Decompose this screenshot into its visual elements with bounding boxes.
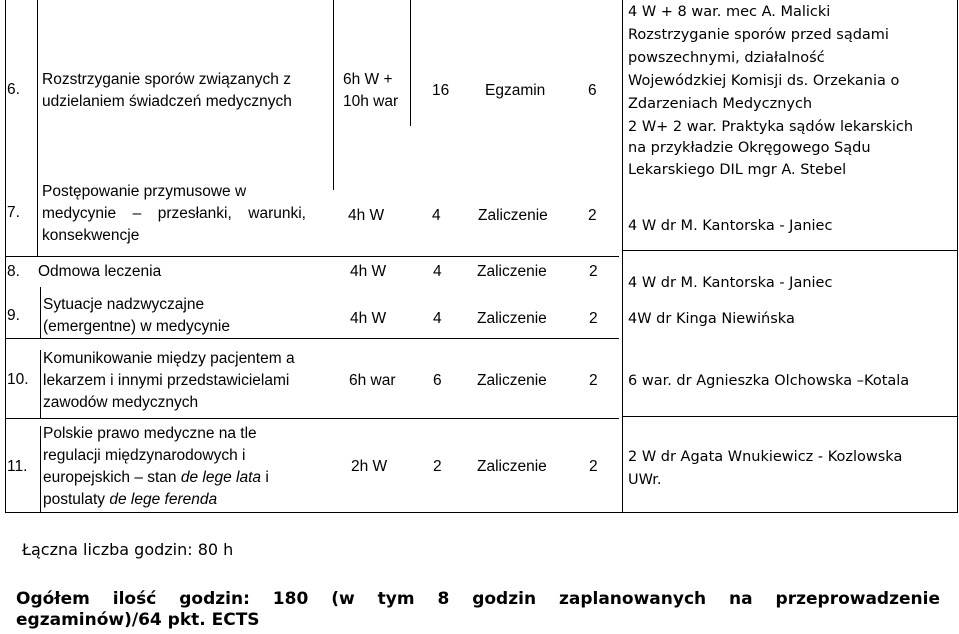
topic-line: Sytuacje nadzwyczajne <box>43 296 205 313</box>
hours-count: 4 <box>433 263 442 280</box>
lecturer-line: 2 W dr Agata Wnukiewicz - Kozlowska <box>628 449 903 465</box>
ects-points: 2 <box>588 207 597 224</box>
topic-line: konsekwencje <box>42 227 140 244</box>
assessment-form: Zaliczenie <box>478 207 548 224</box>
lecturer-line: 4 W dr M. Kantorska - Janiec <box>628 275 833 291</box>
column-divider <box>333 0 334 190</box>
ects-points: 2 <box>589 372 598 389</box>
topic-line: Rozstrzyganie sporów związanych z <box>42 71 291 88</box>
topic-line: (emergentne) w medycynie <box>43 318 230 335</box>
hours-line: 4h W <box>350 263 387 280</box>
row-number: 8. <box>7 263 20 280</box>
row-divider <box>5 338 619 339</box>
column-divider <box>40 287 41 338</box>
latin-term: de lege lata <box>180 469 262 486</box>
assessment-form: Zaliczenie <box>477 310 547 327</box>
row-number: 10. <box>7 371 29 388</box>
hours-line: 10h war <box>343 93 399 110</box>
row-divider <box>622 250 958 251</box>
hours-count: 16 <box>432 82 450 99</box>
lecturer-line: UWr. <box>628 472 662 488</box>
assessment-form: Zaliczenie <box>477 458 547 475</box>
assessment-form: Egzamin <box>485 82 546 99</box>
lecturer-line: Lekarskiego DIL mgr A. Stebel <box>628 162 847 178</box>
topic-line <box>43 490 217 510</box>
topic-line: lekarzem i innymi przedstawicielami <box>43 372 290 389</box>
hours-count: 2 <box>433 458 442 475</box>
hours-line: 2h W <box>351 458 388 475</box>
table-bottom-border <box>5 512 957 513</box>
column-divider <box>40 426 41 512</box>
ects-points: 6 <box>588 82 597 99</box>
hours-line: 6h war <box>349 372 396 389</box>
ects-points: 2 <box>589 263 598 280</box>
topic-line: Postępowanie przymusowe w <box>42 183 247 200</box>
topic-text: i <box>261 469 269 486</box>
row-number: 11. <box>7 458 28 475</box>
lecturer-line: 6 war. dr Agnieszka Olchowska –Kotala <box>628 373 910 389</box>
total-hours: Łączna liczba godzin: 80 h <box>22 540 234 559</box>
row-divider <box>5 256 619 257</box>
table-right-border <box>957 0 958 513</box>
hours-count: 6 <box>433 372 442 389</box>
lecturer-line: powszechnymi, działalność <box>628 50 825 66</box>
lecturer-line: Zdarzeniach Medycznych <box>628 96 813 112</box>
lecturer-line: Rozstrzyganie sporów przed sądami <box>628 27 889 43</box>
table-left-border <box>5 0 6 513</box>
topic-line: Komunikowanie między pacjentem a <box>43 350 295 367</box>
topic-line: zawodów medycznych <box>43 394 199 411</box>
column-divider <box>622 0 623 513</box>
lecturer-line: Wojewódzkiej Komisji ds. Orzekania o <box>628 73 900 89</box>
hours-line: 6h W + <box>343 71 393 88</box>
row-divider <box>622 416 958 417</box>
ects-points: 2 <box>589 458 598 475</box>
summary-line: egzaminów)/64 pkt. ECTS <box>16 610 260 630</box>
hours-line: 4h W <box>350 310 387 327</box>
column-divider <box>37 0 38 257</box>
topic-line: udzielaniem świadczeń medycznych <box>42 93 292 110</box>
row-number: 9. <box>7 307 20 324</box>
row-number: 7. <box>7 204 20 221</box>
lecturer-line: 4 W dr M. Kantorska - Janiec <box>628 218 833 234</box>
hours-count: 4 <box>433 310 442 327</box>
row-number: 6. <box>7 81 20 98</box>
column-divider <box>410 0 411 126</box>
column-divider <box>40 350 41 418</box>
latin-term: de lege ferenda <box>109 491 218 508</box>
lecturer-line: 4W dr Kinga Niewińska <box>628 311 795 327</box>
hours-line: 4h W <box>348 207 385 224</box>
topic-line: Polskie prawo medyczne na tle <box>43 425 257 442</box>
summary-line: Ogółem ilość godzin: 180 (w tym 8 godzin zaplanowanych na przeprowadzenie <box>16 589 940 609</box>
ects-points: 2 <box>589 310 598 327</box>
hours-count: 4 <box>432 207 441 224</box>
lecturer-line: 2 W+ 2 war. Praktyka sądów lekarskich <box>628 119 914 135</box>
topic-line <box>43 468 269 488</box>
topic-text: europejskich – stan <box>43 469 181 486</box>
topic-line: regulacji międzynarodowych i <box>43 447 246 464</box>
topic-line: Odmowa leczenia <box>38 263 162 280</box>
assessment-form: Zaliczenie <box>477 263 547 280</box>
lecturer-line: 4 W + 8 war. mec A. Malicki <box>628 4 831 20</box>
assessment-form: Zaliczenie <box>477 372 547 389</box>
topic-line: medycynie – przesłanki, warunki, <box>42 205 306 222</box>
lecturer-line: na przykładzie Okręgowego Sądu <box>628 140 871 156</box>
row-divider <box>5 418 619 419</box>
topic-text: postulaty <box>43 491 110 508</box>
